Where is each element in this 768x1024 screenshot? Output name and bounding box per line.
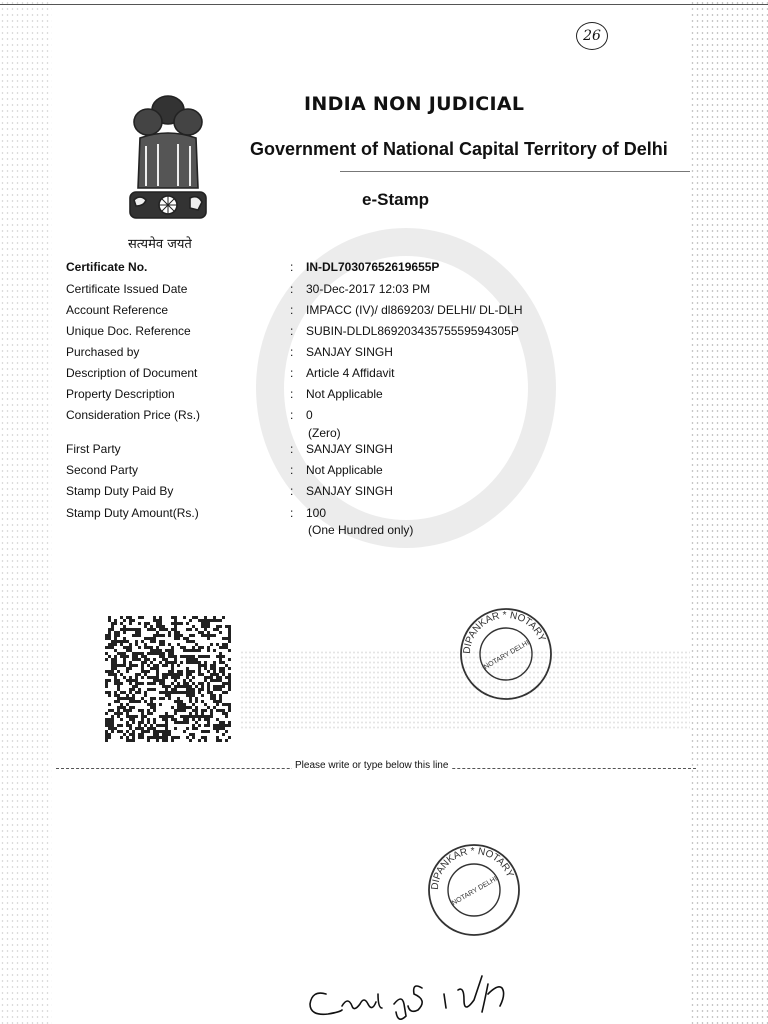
field-row — [66, 408, 586, 424]
field-colon: : — [290, 366, 294, 380]
field-row — [66, 463, 586, 479]
field-value: IN-DL70307652619655P — [306, 260, 440, 274]
field-colon: : — [290, 484, 294, 498]
emblem-motto: सत्यमेव जयते — [128, 237, 192, 252]
field-label: Second Party — [66, 463, 139, 477]
field-value: IMPACC (IV)/ dl869203/ DELHI/ DL-DLH — [306, 303, 523, 317]
document-title: INDIA NON JUDICIAL — [304, 93, 525, 115]
field-label: Unique Doc. Reference — [66, 324, 191, 338]
field-row — [66, 506, 586, 522]
svg-text:NOTARY DELHI: NOTARY DELHI — [482, 639, 531, 672]
government-name: Government of National Capital Territory of Delhi — [250, 139, 668, 159]
field-colon: : — [290, 506, 294, 520]
field-label: Account Reference — [66, 303, 169, 317]
notary-seal — [426, 842, 522, 938]
handwritten-signature — [298, 964, 558, 1024]
top-border-line — [0, 4, 768, 5]
field-colon: : — [290, 463, 294, 477]
divider-text: Please write or type below this line — [292, 760, 451, 771]
field-row — [66, 282, 586, 298]
field-value: SANJAY SINGH — [306, 345, 393, 359]
stamp-type: e-Stamp — [362, 190, 430, 209]
field-colon: : — [290, 282, 294, 296]
field-value: 0 — [306, 408, 313, 422]
field-value: SANJAY SINGH — [306, 484, 393, 498]
svg-text:DIPANKAR * NOTARY: DIPANKAR * NOTARY — [429, 845, 516, 891]
field-subvalue: (Zero) — [308, 426, 341, 440]
field-value: 30-Dec-2017 12:03 PM — [306, 282, 431, 296]
field-value: Article 4 Affidavit — [306, 366, 395, 380]
field-row — [66, 324, 586, 340]
field-row — [66, 442, 586, 458]
qr-code — [104, 616, 232, 742]
svg-text:NOTARY DELHI: NOTARY DELHI — [450, 875, 499, 908]
field-row — [66, 366, 586, 382]
field-row — [66, 260, 586, 276]
field-value: 100 — [306, 506, 327, 520]
field-label: First Party — [66, 442, 121, 456]
field-value: SANJAY SINGH — [306, 442, 393, 456]
field-value: Not Applicable — [306, 463, 383, 477]
right-scan-texture — [690, 0, 768, 1024]
field-label: Property Description — [66, 387, 175, 401]
field-label: Stamp Duty Amount(Rs.) — [66, 506, 199, 520]
field-colon: : — [290, 303, 294, 317]
heading-underline — [340, 171, 690, 172]
national-emblem-icon — [118, 88, 218, 230]
page-number: 26 — [576, 22, 608, 50]
field-subvalue: (One Hundred only) — [308, 523, 414, 537]
field-row — [66, 345, 586, 361]
field-row — [66, 303, 586, 319]
field-colon: : — [290, 260, 294, 274]
field-value: Not Applicable — [306, 387, 383, 401]
field-label: Description of Document — [66, 366, 198, 380]
field-colon: : — [290, 408, 294, 422]
field-label: Certificate No. — [66, 260, 148, 274]
field-label: Consideration Price (Rs.) — [66, 408, 201, 422]
field-colon: : — [290, 345, 294, 359]
left-scan-texture — [0, 0, 52, 1024]
field-colon: : — [290, 442, 294, 456]
field-colon: : — [290, 387, 294, 401]
field-value: SUBIN-DLDL86920343575559594305P — [306, 324, 519, 338]
field-label: Stamp Duty Paid By — [66, 484, 174, 498]
field-row — [66, 484, 586, 500]
svg-text:DIPANKAR * NOTARY: DIPANKAR * NOTARY — [461, 609, 548, 655]
field-label: Certificate Issued Date — [66, 282, 188, 296]
notary-seal — [458, 606, 554, 702]
field-row — [66, 387, 586, 403]
field-colon: : — [290, 324, 294, 338]
field-label: Purchased by — [66, 345, 140, 359]
